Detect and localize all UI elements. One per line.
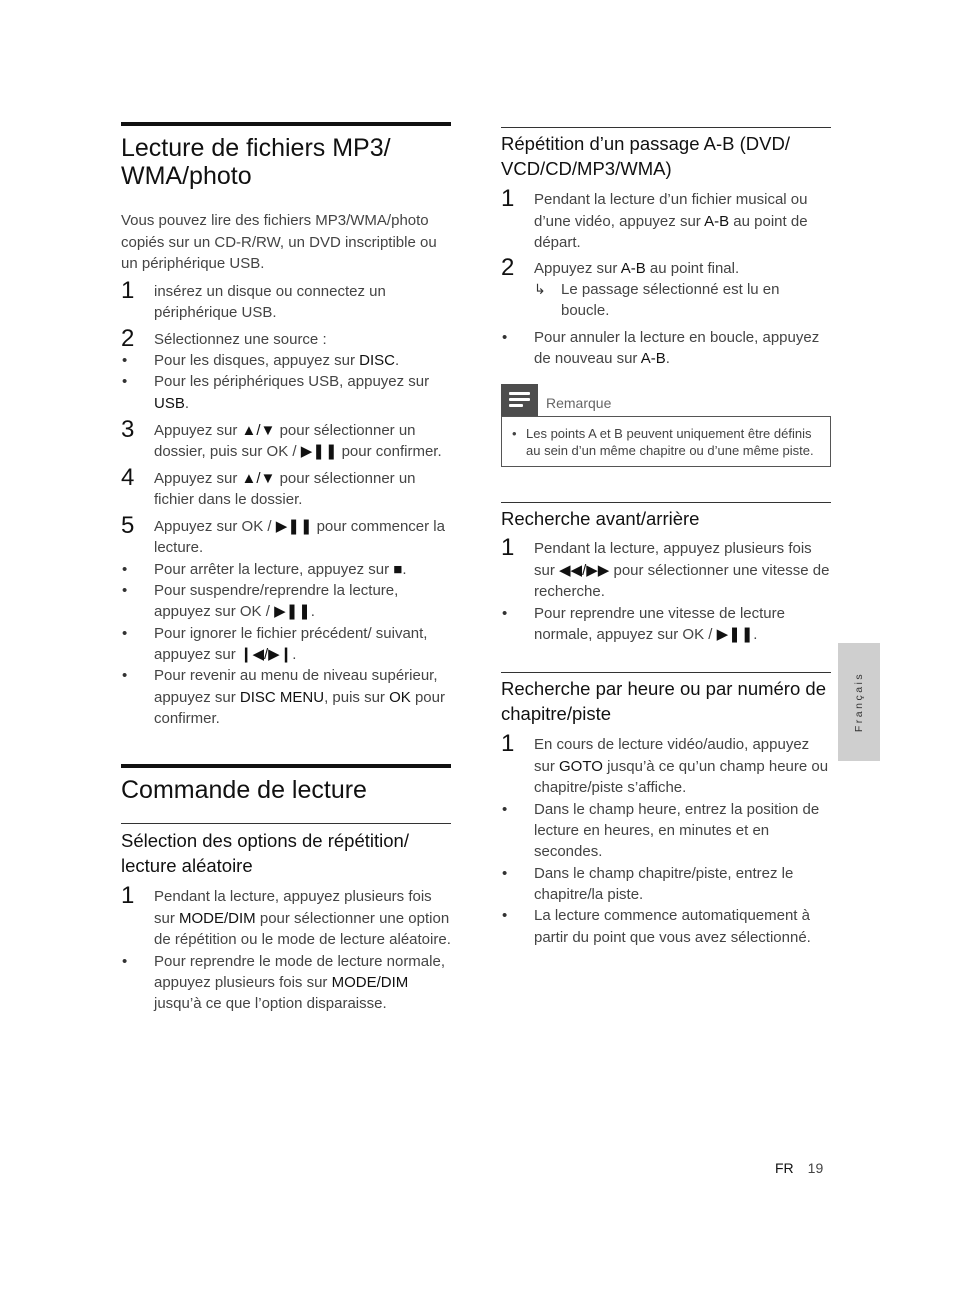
list-item: • Pour revenir au menu de niveau supérieur, appuyez sur DISC MENU, puis sur OK pour confirmer. <box>121 665 451 729</box>
step-number: 1 <box>121 276 135 304</box>
step-2: 2 Appuyez sur A-B au point final. ↳ Le passage sélectionné est lu en boucle. <box>501 258 831 322</box>
step-1 <box>121 276 451 324</box>
page-footer <box>775 1160 823 1176</box>
step-number: 2 <box>501 253 515 281</box>
play-pause-icon: ▶❚❚ <box>274 603 311 621</box>
section-rule <box>121 764 451 768</box>
language-tab-label: Français <box>853 671 865 733</box>
left-column <box>121 122 451 1015</box>
note-block <box>501 384 831 467</box>
step-4: 4 Appuyez sur ▲/▼ pour sélectionner un fichier dans le dossier. <box>121 463 416 509</box>
section-title-playback: Commande de lecture <box>121 776 367 805</box>
note-title: Remarque <box>546 395 612 412</box>
up-down-arrows-icon: ▲/▼ <box>241 469 276 487</box>
list-item: • Pour reprendre le mode de lecture normale, appuyez plusieurs fois sur MODE/DIM jusqu’à ce que l’option disparaisse. <box>121 951 451 1015</box>
subsection-rule <box>121 823 451 824</box>
goto-bullets <box>501 799 831 948</box>
list-item: • Pour suspendre/reprendre la lecture, appuyez sur OK / ▶❚❚. <box>121 580 451 623</box>
step-1: 1 Pendant la lecture d’un fichier musical ou d’une vidéo, appuyez sur A-B au point de départ. <box>501 185 808 251</box>
play-pause-icon: ▶❚❚ <box>275 517 313 535</box>
step-1: 1 Pendant la lecture, appuyez plusieurs fois sur MODE/DIM pour sélectionner une option de répétition ou le mode de lecture aléatoire. <box>121 882 451 949</box>
search-bullets <box>501 603 831 646</box>
repeat-bullets <box>121 951 451 1015</box>
step-number: 1 <box>501 730 515 758</box>
step-5: 5 Appuyez sur OK / ▶❚❚ pour commencer la lecture. <box>121 511 445 557</box>
result-line: ↳ Le passage sélectionné est lu en boucle. <box>534 281 780 320</box>
step-number: 1 <box>501 534 515 562</box>
intro-paragraph: Vous pouvez lire des fichiers MP3/WMA/photo copiés sur un CD-R/RW, un DVD inscriptible ou un périphérique USB. <box>121 212 437 272</box>
step-number: 1 <box>501 185 515 212</box>
ab-bullets <box>501 327 831 370</box>
step-text: Sélectionnez une source : <box>154 330 327 348</box>
list-item: • Pour reprendre une vitesse de lecture normale, appuyez sur OK / ▶❚❚. <box>501 603 831 646</box>
step-5-bullets <box>121 559 451 729</box>
step-2-bullets <box>121 350 451 414</box>
step-number: 3 <box>121 415 135 443</box>
subsection-title-repeat: Sélection des options de répétition/ lecture aléatoire <box>121 830 409 877</box>
list-item: • Pour annuler la lecture en boucle, appuyez de nouveau sur A-B. <box>501 327 831 370</box>
stop-icon: ■ <box>393 560 403 578</box>
list-item: • Pour ignorer le fichier précédent/ suivant, appuyez sur ❙◀/▶❙. <box>121 623 451 666</box>
section-title-mp3: Lecture de fichiers MP3/ WMA/photo <box>121 134 391 190</box>
subsection-rule <box>501 127 831 128</box>
page-number: 19 <box>807 1160 824 1176</box>
step-number: 2 <box>121 324 135 352</box>
step-3: 3 Appuyez sur ▲/▼ pour sélectionner un dossier, puis sur OK / ▶❚❚ pour confirmer. <box>121 415 442 461</box>
note-text: • Les points A et B peuvent uniquement être définis au sein d’un même chapitre ou d’une même piste. <box>512 426 818 459</box>
step-number: 5 <box>121 511 135 539</box>
step-2 <box>121 324 451 352</box>
list-item: • La lecture commence automatiquement à partir du point que vous avez sélectionné. <box>501 905 831 948</box>
list-item: • Dans le champ heure, entrez la position de lecture en heures, en minutes et en secondes. <box>501 799 831 863</box>
note-box <box>501 416 831 467</box>
subsection-title-search: Recherche avant/arrière <box>501 508 700 530</box>
list-item: • Dans le champ chapitre/piste, entrez le chapitre/la piste. <box>501 863 831 906</box>
step-1: 1 Pendant la lecture, appuyez plusieurs fois sur ◀◀/▶▶ pour sélectionner une vitesse de recherche. <box>501 534 830 601</box>
subsection-title-goto: Recherche par heure ou par numéro de chapitre/piste <box>501 678 826 725</box>
up-down-arrows-icon: ▲/▼ <box>241 421 276 439</box>
step-1: 1 En cours de lecture vidéo/audio, appuyez sur GOTO jusqu’à ce qu’un champ heure ou chapitre/piste s’affiche. <box>501 730 829 797</box>
list-item: • Pour les périphériques USB, appuyez sur USB. <box>121 371 451 414</box>
right-column <box>501 127 831 948</box>
prev-next-icon: ❙◀/▶❙ <box>239 646 293 664</box>
footer-language: FR <box>775 1160 794 1176</box>
play-pause-icon: ▶❚❚ <box>300 443 338 461</box>
list-item: • Pour arrêter la lecture, appuyez sur ■. <box>121 559 451 580</box>
subsection-rule <box>501 672 831 673</box>
note-icon <box>501 384 538 416</box>
play-pause-icon: ▶❚❚ <box>716 625 754 643</box>
subsection-title-ab: Répétition d’un passage A-B (DVD/ VCD/CD/MP3/WMA) <box>501 133 790 179</box>
step-number: 1 <box>121 882 135 910</box>
list-item: • Pour les disques, appuyez sur DISC. <box>121 350 451 371</box>
subsection-rule <box>501 502 831 503</box>
result-arrow-icon: ↳ <box>534 281 546 297</box>
step-text: insérez un disque ou connectez un périphérique USB. <box>154 282 386 321</box>
step-number: 4 <box>121 463 135 491</box>
language-tab <box>838 643 880 761</box>
section-rule <box>121 122 451 126</box>
note-header <box>501 384 831 416</box>
rewind-forward-icon: ◀◀/▶▶ <box>559 561 610 579</box>
